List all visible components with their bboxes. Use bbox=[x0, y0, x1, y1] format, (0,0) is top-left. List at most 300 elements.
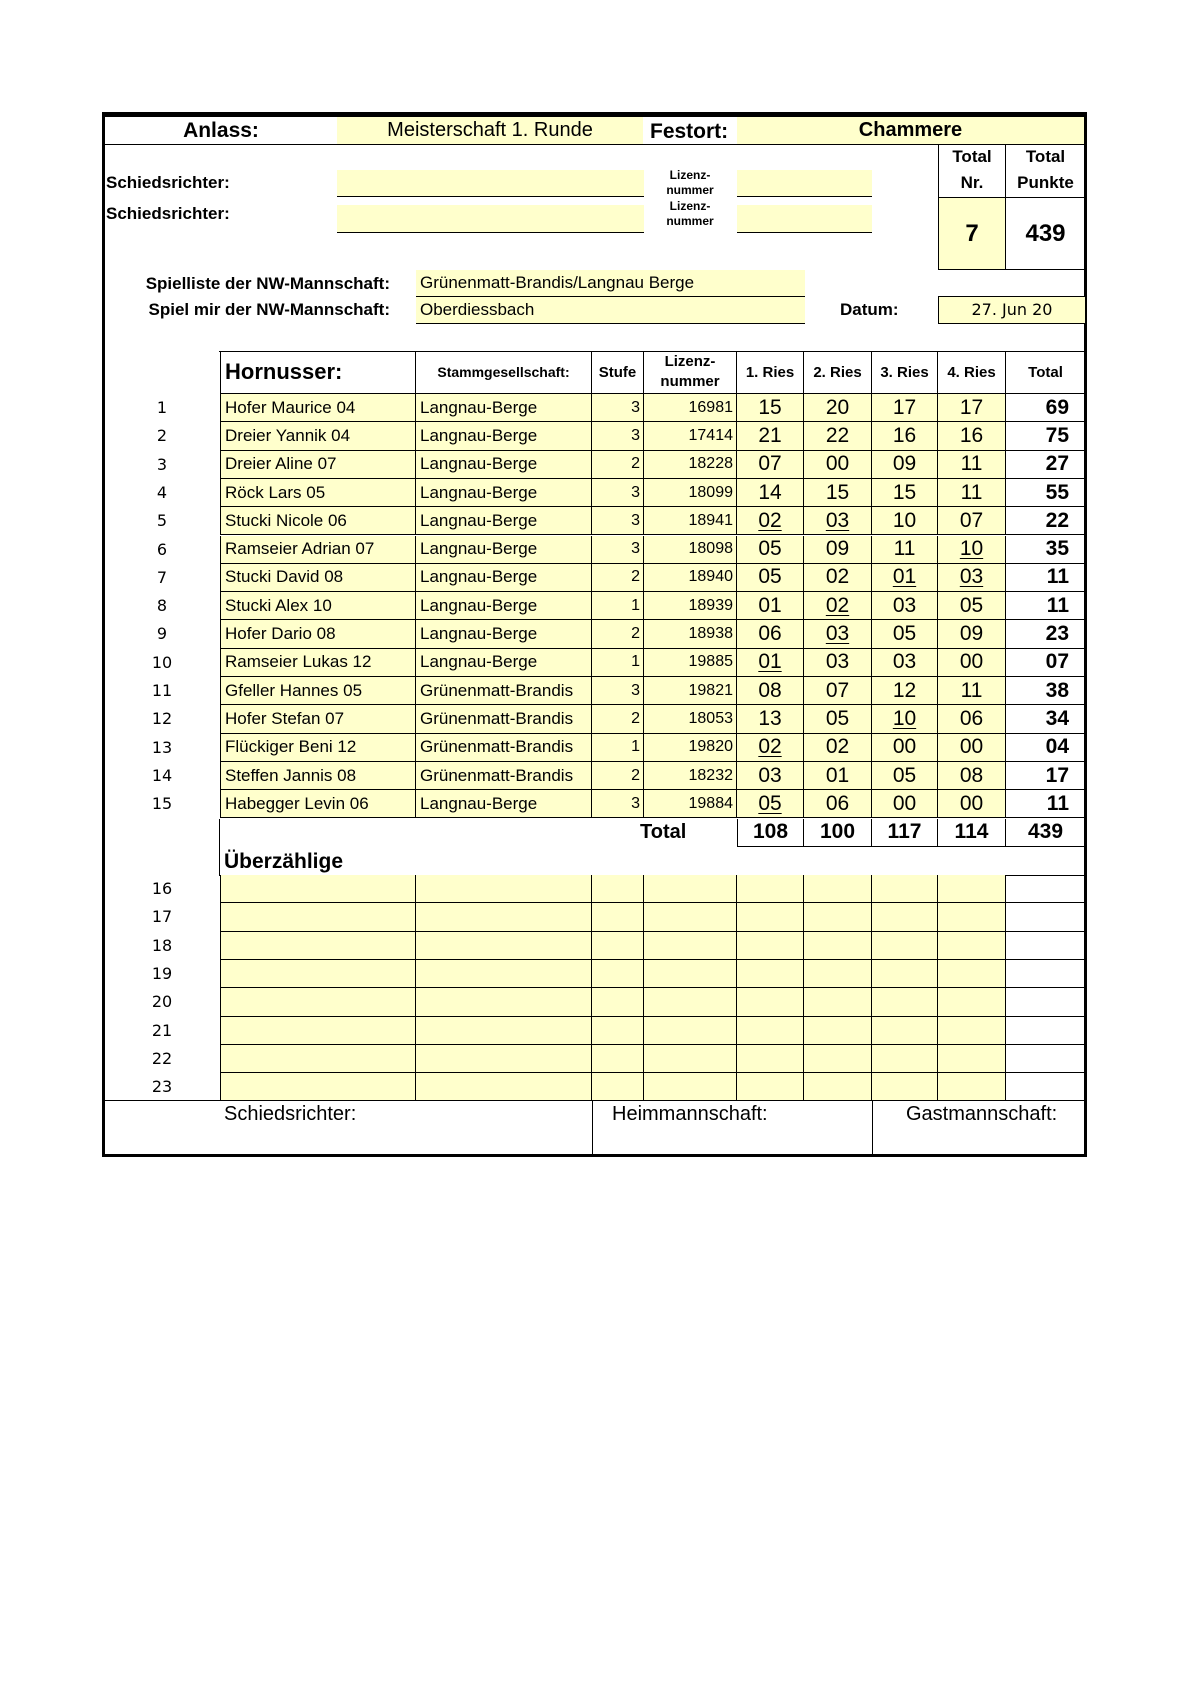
cell-r4[interactable] bbox=[938, 451, 1006, 479]
row-number: 8 bbox=[156, 596, 168, 616]
datum-field[interactable]: 27. Jun 20 bbox=[938, 296, 1085, 324]
cell-lizenz[interactable] bbox=[644, 536, 737, 564]
cell-stamm-value: Grünenmatt-Brandis bbox=[420, 765, 574, 785]
cell-r1-value: 06 bbox=[758, 622, 782, 646]
total-punkte-label-top: Total bbox=[1025, 147, 1066, 166]
cell-r4-value: 11 bbox=[960, 678, 983, 702]
cell-name-value: Habegger Levin 06 bbox=[225, 793, 369, 813]
totals-total: 439 bbox=[1006, 819, 1085, 847]
cell-r2[interactable] bbox=[804, 536, 872, 564]
cell-stamm[interactable] bbox=[416, 422, 592, 450]
cell-lizenz-value: 18940 bbox=[688, 568, 733, 586]
row-number: 1 bbox=[156, 398, 168, 417]
extra-cell-name[interactable] bbox=[220, 960, 416, 988]
cell-stamm[interactable] bbox=[416, 592, 592, 620]
signature-separator-2 bbox=[872, 1100, 873, 1155]
cell-r4-value: 08 bbox=[959, 763, 984, 787]
extra-cell-r1[interactable] bbox=[737, 960, 804, 988]
cell-stufe[interactable] bbox=[592, 507, 644, 535]
cell-r2[interactable] bbox=[804, 705, 872, 733]
signature-heimmannschaft[interactable]: Heimmannschaft: bbox=[612, 1103, 768, 1125]
extra-cell-stufe[interactable] bbox=[592, 875, 644, 903]
column-header-lizenz-line: nummer bbox=[660, 373, 720, 390]
cell-stufe[interactable] bbox=[592, 422, 644, 450]
cell-r2[interactable] bbox=[804, 422, 872, 450]
cell-stamm[interactable] bbox=[416, 536, 592, 564]
cell-stufe-value: 1 bbox=[631, 653, 640, 671]
cell-total bbox=[1006, 451, 1085, 479]
cell-r2[interactable] bbox=[804, 451, 872, 479]
cell-name-value: Steffen Jannis 08 bbox=[225, 765, 357, 785]
cell-name[interactable] bbox=[220, 592, 416, 620]
cell-r3[interactable] bbox=[872, 734, 938, 762]
cell-r4[interactable] bbox=[938, 734, 1006, 762]
lizenz-label-2-bottom: nummer bbox=[666, 214, 714, 228]
cell-stufe-value: 3 bbox=[631, 483, 640, 501]
extra-cell-name[interactable] bbox=[220, 1073, 416, 1101]
cell-r2[interactable] bbox=[804, 507, 872, 535]
cell-r2[interactable] bbox=[804, 394, 872, 422]
extra-cell-r2[interactable] bbox=[804, 932, 872, 960]
cell-r3[interactable] bbox=[872, 451, 938, 479]
cell-r4[interactable] bbox=[938, 705, 1006, 733]
cell-name[interactable] bbox=[220, 790, 416, 818]
extra-cell-lizenz[interactable] bbox=[644, 960, 737, 988]
column-header-total: Total bbox=[1006, 351, 1085, 394]
cell-stamm-value: Langnau-Berge bbox=[420, 624, 538, 644]
extra-cell-r2[interactable] bbox=[804, 1073, 872, 1101]
cell-total bbox=[1006, 536, 1085, 564]
cell-r1[interactable] bbox=[737, 479, 804, 507]
extra-cell-name[interactable] bbox=[220, 875, 416, 903]
extra-cell-r3[interactable] bbox=[872, 1045, 938, 1073]
extra-cell-name[interactable] bbox=[220, 1045, 416, 1073]
extra-cell-stufe[interactable] bbox=[592, 1017, 644, 1045]
cell-r2[interactable] bbox=[804, 479, 872, 507]
row-number: 11 bbox=[151, 681, 173, 700]
cell-name[interactable] bbox=[220, 394, 416, 422]
total-nr-label-bottom: Nr. bbox=[960, 173, 984, 192]
cell-r3[interactable] bbox=[872, 536, 938, 564]
cell-total-value: 35 bbox=[1045, 537, 1069, 561]
cell-total bbox=[1006, 564, 1085, 592]
totals-r3: 117 bbox=[872, 819, 938, 847]
cell-r4[interactable] bbox=[938, 677, 1006, 705]
cell-name[interactable] bbox=[220, 422, 416, 450]
cell-stufe[interactable] bbox=[592, 394, 644, 422]
cell-r1[interactable] bbox=[737, 451, 804, 479]
spielliste-field[interactable]: Grünenmatt-Brandis/Langnau Berge bbox=[416, 270, 805, 297]
cell-r4-value: 00 bbox=[959, 650, 984, 674]
cell-total-value: 11 bbox=[1046, 593, 1069, 617]
cell-total bbox=[1006, 620, 1085, 648]
extra-cell-r4[interactable] bbox=[938, 932, 1006, 960]
cell-stamm-value: Langnau-Berge bbox=[420, 595, 538, 615]
cell-stufe[interactable] bbox=[592, 536, 644, 564]
cell-name[interactable] bbox=[220, 507, 416, 535]
cell-lizenz[interactable] bbox=[644, 564, 737, 592]
cell-stamm[interactable] bbox=[416, 620, 592, 648]
cell-stamm-value: Langnau-Berge bbox=[420, 482, 538, 502]
cell-r1[interactable] bbox=[737, 394, 804, 422]
extra-cell-r4[interactable] bbox=[938, 1045, 1006, 1073]
cell-stamm[interactable] bbox=[416, 677, 592, 705]
extra-cell-stamm[interactable] bbox=[416, 960, 592, 988]
extra-cell-r2[interactable] bbox=[804, 875, 872, 903]
extra-cell-stufe[interactable] bbox=[592, 1073, 644, 1101]
extra-cell-r2[interactable] bbox=[804, 1045, 872, 1073]
cell-r2[interactable] bbox=[804, 790, 872, 818]
cell-r2-value: 03 bbox=[825, 622, 850, 646]
cell-total bbox=[1006, 677, 1085, 705]
cell-r1[interactable] bbox=[737, 564, 804, 592]
cell-total-value: 23 bbox=[1045, 622, 1069, 646]
row-number: 16 bbox=[151, 879, 173, 899]
cell-stamm-value: Grünenmatt-Brandis bbox=[420, 708, 574, 728]
cell-r4[interactable] bbox=[938, 620, 1006, 648]
cell-name[interactable] bbox=[220, 451, 416, 479]
cell-r3[interactable] bbox=[872, 762, 938, 790]
signature-gastmannschaft[interactable]: Gastmannschaft: bbox=[906, 1103, 1058, 1125]
cell-r4[interactable] bbox=[938, 790, 1006, 818]
spielliste-label: Spielliste der NW-Mannschaft: bbox=[145, 274, 390, 293]
cell-stufe-value: 2 bbox=[631, 709, 640, 727]
total-punkte-header bbox=[1006, 144, 1085, 198]
lizenz-label-1-top: Lizenz- bbox=[669, 168, 711, 182]
extra-cell-stamm[interactable] bbox=[416, 932, 592, 960]
cell-r3[interactable] bbox=[872, 479, 938, 507]
cell-r2[interactable] bbox=[804, 734, 872, 762]
extra-cell-lizenz[interactable] bbox=[644, 1017, 737, 1045]
cell-stufe-value: 2 bbox=[631, 766, 640, 784]
cell-name[interactable] bbox=[220, 479, 416, 507]
cell-stufe[interactable] bbox=[592, 705, 644, 733]
lizenz-field-2[interactable] bbox=[737, 205, 872, 233]
extra-cell-r3[interactable] bbox=[872, 1073, 938, 1101]
extra-cell-r4[interactable] bbox=[938, 903, 1006, 931]
cell-lizenz-value: 19884 bbox=[688, 794, 733, 812]
extra-cell-stufe[interactable] bbox=[592, 1045, 644, 1073]
cell-name[interactable] bbox=[220, 649, 416, 677]
extra-cell-lizenz[interactable] bbox=[644, 903, 737, 931]
cell-stufe[interactable] bbox=[592, 677, 644, 705]
extra-cell-stufe[interactable] bbox=[592, 932, 644, 960]
cell-lizenz-value: 18941 bbox=[688, 511, 733, 529]
cell-stamm-value: Langnau-Berge bbox=[420, 652, 538, 672]
extra-cell-name[interactable] bbox=[220, 903, 416, 931]
cell-r2-value: 05 bbox=[825, 706, 850, 730]
cell-r3[interactable] bbox=[872, 649, 938, 677]
cell-r1-value: 13 bbox=[758, 706, 782, 730]
cell-r1[interactable] bbox=[737, 762, 804, 790]
cell-lizenz[interactable] bbox=[644, 592, 737, 620]
datum-label: Datum: bbox=[840, 300, 899, 319]
cell-name-value: Ramseier Adrian 07 bbox=[225, 539, 375, 559]
cell-r1-value: 02 bbox=[758, 735, 782, 759]
cell-stufe-value: 3 bbox=[631, 540, 640, 558]
cell-stufe-value: 3 bbox=[631, 794, 640, 812]
cell-stufe[interactable] bbox=[592, 734, 644, 762]
cell-r2-value: 01 bbox=[825, 763, 850, 787]
extra-cell-total bbox=[1006, 1017, 1085, 1045]
cell-r4-value: 11 bbox=[960, 480, 983, 504]
cell-name[interactable] bbox=[220, 734, 416, 762]
cell-stufe[interactable] bbox=[592, 649, 644, 677]
cell-r1[interactable] bbox=[737, 734, 804, 762]
cell-r1-value: 15 bbox=[758, 395, 782, 419]
cell-lizenz[interactable] bbox=[644, 422, 737, 450]
cell-r2-value: 15 bbox=[825, 480, 850, 504]
cell-r3-value: 12 bbox=[892, 678, 917, 702]
cell-r1[interactable] bbox=[737, 592, 804, 620]
cell-r4[interactable] bbox=[938, 394, 1006, 422]
cell-stufe[interactable] bbox=[592, 479, 644, 507]
cell-stufe[interactable] bbox=[592, 620, 644, 648]
cell-r3[interactable] bbox=[872, 422, 938, 450]
anlass-field[interactable]: Meisterschaft 1. Runde bbox=[337, 117, 643, 144]
extra-cell-stamm[interactable] bbox=[416, 1073, 592, 1101]
cell-stamm[interactable] bbox=[416, 790, 592, 818]
cell-lizenz[interactable] bbox=[644, 451, 737, 479]
cell-lizenz[interactable] bbox=[644, 677, 737, 705]
cell-r3[interactable] bbox=[872, 507, 938, 535]
cell-r1[interactable] bbox=[737, 649, 804, 677]
cell-r4[interactable] bbox=[938, 649, 1006, 677]
extra-cell-stamm[interactable] bbox=[416, 1045, 592, 1073]
cell-stamm-value: Grünenmatt-Brandis bbox=[420, 737, 574, 757]
extra-cell-r1[interactable] bbox=[737, 988, 804, 1016]
cell-r1[interactable] bbox=[737, 536, 804, 564]
cell-total bbox=[1006, 762, 1085, 790]
extra-cell-r1[interactable] bbox=[737, 903, 804, 931]
extra-cell-r3[interactable] bbox=[872, 932, 938, 960]
cell-total-value: 11 bbox=[1046, 791, 1069, 815]
row-number: 21 bbox=[151, 1020, 173, 1040]
cell-lizenz[interactable] bbox=[644, 649, 737, 677]
cell-r3-value: 03 bbox=[892, 650, 917, 674]
cell-total bbox=[1006, 479, 1085, 507]
signature-separator-1 bbox=[592, 1100, 593, 1155]
signature-schiedsrichter[interactable]: Schiedsrichter: bbox=[224, 1103, 357, 1125]
lizenz-field-1[interactable] bbox=[737, 170, 872, 197]
cell-stamm[interactable] bbox=[416, 649, 592, 677]
referee-field-1[interactable] bbox=[337, 170, 644, 197]
cell-r3[interactable] bbox=[872, 677, 938, 705]
extra-cell-total bbox=[1006, 988, 1085, 1016]
extra-cell-r1[interactable] bbox=[737, 932, 804, 960]
cell-name[interactable] bbox=[220, 762, 416, 790]
cell-lizenz-value: 17414 bbox=[688, 426, 733, 444]
cell-lizenz[interactable] bbox=[644, 705, 737, 733]
cell-r4[interactable] bbox=[938, 422, 1006, 450]
cell-lizenz-value: 16981 bbox=[688, 398, 733, 416]
cell-r2-value: 02 bbox=[825, 565, 850, 589]
cell-stufe-value: 3 bbox=[631, 681, 640, 699]
cell-stufe[interactable] bbox=[592, 790, 644, 818]
row-number: 17 bbox=[151, 907, 173, 927]
cell-r3[interactable] bbox=[872, 394, 938, 422]
cell-stufe[interactable] bbox=[592, 592, 644, 620]
extra-cell-r2[interactable] bbox=[804, 903, 872, 931]
cell-r3[interactable] bbox=[872, 620, 938, 648]
extra-cell-stamm[interactable] bbox=[416, 1017, 592, 1045]
cell-r4[interactable] bbox=[938, 762, 1006, 790]
cell-stamm[interactable] bbox=[416, 394, 592, 422]
cell-r2[interactable] bbox=[804, 762, 872, 790]
cell-r3[interactable] bbox=[872, 564, 938, 592]
cell-r1-value: 05 bbox=[758, 565, 782, 589]
cell-r1[interactable] bbox=[737, 422, 804, 450]
cell-r4[interactable] bbox=[938, 479, 1006, 507]
extra-cell-r2[interactable] bbox=[804, 960, 872, 988]
cell-name[interactable] bbox=[220, 705, 416, 733]
extra-cell-total bbox=[1006, 960, 1085, 988]
cell-r4[interactable] bbox=[938, 564, 1006, 592]
cell-r2[interactable] bbox=[804, 564, 872, 592]
extra-cell-stufe[interactable] bbox=[592, 960, 644, 988]
row-number: 18 bbox=[151, 935, 173, 955]
cell-r2[interactable] bbox=[804, 592, 872, 620]
cell-stamm-value: Langnau-Berge bbox=[420, 510, 538, 530]
cell-r3[interactable] bbox=[872, 592, 938, 620]
row-number: 15 bbox=[151, 794, 173, 814]
extra-cell-r4[interactable] bbox=[938, 1073, 1006, 1101]
extra-cell-stufe[interactable] bbox=[592, 903, 644, 931]
cell-r2[interactable] bbox=[804, 620, 872, 648]
cell-total-value: 22 bbox=[1045, 508, 1069, 532]
cell-lizenz[interactable] bbox=[644, 479, 737, 507]
cell-r3[interactable] bbox=[872, 705, 938, 733]
cell-lizenz-value: 18098 bbox=[688, 540, 733, 558]
cell-lizenz[interactable] bbox=[644, 620, 737, 648]
cell-stufe[interactable] bbox=[592, 451, 644, 479]
anlass-label: Anlass: bbox=[183, 119, 259, 142]
ueberzaehlige-label: Überzählige bbox=[224, 849, 344, 873]
cell-name[interactable] bbox=[220, 620, 416, 648]
extra-cell-r4[interactable] bbox=[938, 875, 1006, 903]
cell-stamm[interactable] bbox=[416, 762, 592, 790]
cell-stufe[interactable] bbox=[592, 762, 644, 790]
extra-cell-r4[interactable] bbox=[938, 1017, 1006, 1045]
cell-lizenz[interactable] bbox=[644, 790, 737, 818]
extra-cell-stamm[interactable] bbox=[416, 875, 592, 903]
extra-cell-r1[interactable] bbox=[737, 1045, 804, 1073]
lizenz-label-1-bottom: nummer bbox=[666, 183, 714, 197]
cell-r4[interactable] bbox=[938, 536, 1006, 564]
spiel-mit-field[interactable]: Oberdiessbach bbox=[416, 297, 805, 324]
column-header-lizenz bbox=[644, 351, 737, 394]
extra-cell-name[interactable] bbox=[220, 1017, 416, 1045]
cell-r2[interactable] bbox=[804, 649, 872, 677]
cell-total-value: 38 bbox=[1045, 678, 1069, 702]
cell-lizenz[interactable] bbox=[644, 762, 737, 790]
extra-cell-stamm[interactable] bbox=[416, 903, 592, 931]
cell-total bbox=[1006, 734, 1085, 762]
cell-name[interactable] bbox=[220, 564, 416, 592]
cell-name[interactable] bbox=[220, 677, 416, 705]
festort-field[interactable]: Chammere bbox=[737, 117, 1084, 144]
extra-cell-name[interactable] bbox=[220, 988, 416, 1016]
extra-cell-r2[interactable] bbox=[804, 1017, 872, 1045]
cell-stamm[interactable] bbox=[416, 705, 592, 733]
column-header-stamm: Stammgesellschaft: bbox=[416, 351, 592, 394]
cell-lizenz[interactable] bbox=[644, 507, 737, 535]
cell-r1[interactable] bbox=[737, 620, 804, 648]
lizenz-label-1 bbox=[650, 168, 730, 198]
cell-r2-value: 22 bbox=[825, 423, 850, 447]
cell-r3-value: 11 bbox=[893, 537, 916, 561]
extra-cell-r3[interactable] bbox=[872, 1017, 938, 1045]
cell-stufe-value: 2 bbox=[631, 625, 640, 643]
cell-r4[interactable] bbox=[938, 507, 1006, 535]
cell-r3-value: 09 bbox=[892, 452, 917, 476]
cell-lizenz[interactable] bbox=[644, 734, 737, 762]
cell-name-value: Dreier Yannik 04 bbox=[225, 425, 351, 445]
extra-cell-r3[interactable] bbox=[872, 960, 938, 988]
extra-cell-r1[interactable] bbox=[737, 1073, 804, 1101]
extra-cell-r1[interactable] bbox=[737, 1017, 804, 1045]
cell-r3-value: 01 bbox=[892, 565, 917, 589]
cell-r1[interactable] bbox=[737, 677, 804, 705]
cell-stamm[interactable] bbox=[416, 451, 592, 479]
extra-cell-lizenz[interactable] bbox=[644, 1073, 737, 1101]
extra-cell-r2[interactable] bbox=[804, 988, 872, 1016]
cell-name-value: Röck Lars 05 bbox=[225, 482, 326, 502]
cell-stamm[interactable] bbox=[416, 479, 592, 507]
cell-r1[interactable] bbox=[737, 507, 804, 535]
extra-cell-r4[interactable] bbox=[938, 960, 1006, 988]
extra-cell-name[interactable] bbox=[220, 932, 416, 960]
extra-cell-r4[interactable] bbox=[938, 988, 1006, 1016]
cell-r1[interactable] bbox=[737, 705, 804, 733]
cell-stufe[interactable] bbox=[592, 564, 644, 592]
extra-cell-r1[interactable] bbox=[737, 875, 804, 903]
cell-lizenz[interactable] bbox=[644, 394, 737, 422]
cell-total bbox=[1006, 592, 1085, 620]
extra-cell-lizenz[interactable] bbox=[644, 988, 737, 1016]
extra-cell-stufe[interactable] bbox=[592, 988, 644, 1016]
cell-total bbox=[1006, 790, 1085, 818]
referee-field-2[interactable] bbox=[337, 205, 644, 233]
cell-name[interactable] bbox=[220, 536, 416, 564]
extra-cell-r3[interactable] bbox=[872, 875, 938, 903]
cell-stamm[interactable] bbox=[416, 564, 592, 592]
extra-cell-r3[interactable] bbox=[872, 988, 938, 1016]
cell-r3[interactable] bbox=[872, 790, 938, 818]
extra-cell-total bbox=[1006, 903, 1085, 931]
cell-r4[interactable] bbox=[938, 592, 1006, 620]
cell-stamm[interactable] bbox=[416, 507, 592, 535]
extra-cell-lizenz[interactable] bbox=[644, 1045, 737, 1073]
cell-r2[interactable] bbox=[804, 677, 872, 705]
cell-r2-value: 00 bbox=[825, 452, 850, 476]
cell-r3-value: 15 bbox=[892, 480, 917, 504]
cell-name-value: Ramseier Lukas 12 bbox=[225, 652, 372, 672]
cell-r2-value: 02 bbox=[825, 735, 850, 759]
extra-cell-stamm[interactable] bbox=[416, 988, 592, 1016]
row-number: 4 bbox=[156, 482, 168, 502]
cell-r4-value: 17 bbox=[959, 395, 984, 419]
extra-cell-lizenz[interactable] bbox=[644, 932, 737, 960]
extra-cell-r3[interactable] bbox=[872, 903, 938, 931]
row-number: 12 bbox=[151, 709, 173, 729]
cell-lizenz-value: 18232 bbox=[688, 766, 733, 784]
row-number: 2 bbox=[156, 426, 168, 446]
cell-stamm[interactable] bbox=[416, 734, 592, 762]
extra-cell-lizenz[interactable] bbox=[644, 875, 737, 903]
totals-r1: 108 bbox=[737, 819, 804, 847]
cell-r1[interactable] bbox=[737, 790, 804, 818]
